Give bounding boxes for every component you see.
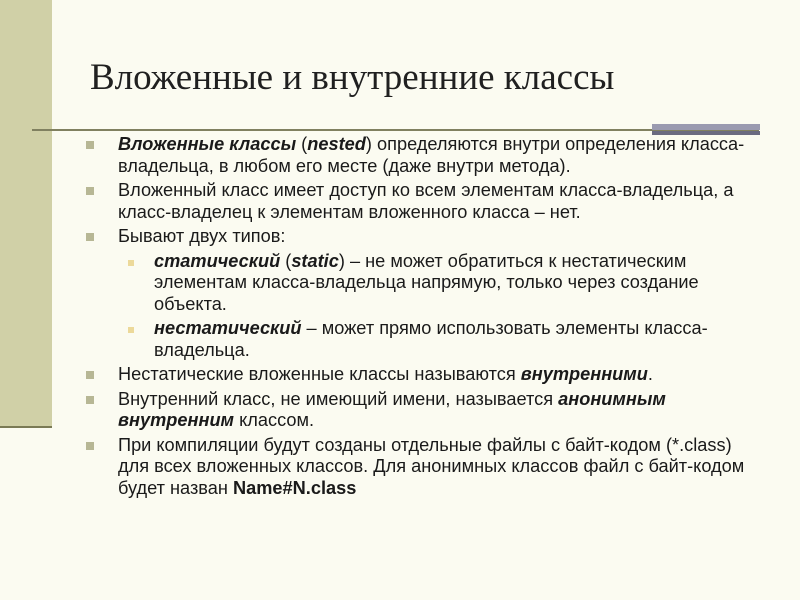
bullet-item-inner-classes: [86, 364, 766, 386]
term-static-ru: статический: [154, 250, 281, 271]
square-bullet-icon: [86, 442, 94, 450]
text-fragment: ) определяются внутри определения класса-владельца, в любом его месте (даже внутри метода).: [118, 134, 745, 176]
bullet-item-anonymous: [86, 389, 766, 432]
left-bar-underline: [0, 426, 52, 428]
square-bullet-icon: [86, 233, 94, 241]
text-fragment: .: [647, 364, 653, 384]
slide-title: Вложенные и внутренние классы: [90, 57, 615, 98]
title-divider: [32, 129, 759, 131]
term-static: static: [291, 250, 339, 271]
term-inner: внутренними: [520, 364, 648, 384]
bullet-item-two-types: [86, 226, 766, 248]
bullet-item-access: [86, 180, 766, 223]
term-nested-classes: Вложенные классы: [118, 134, 297, 154]
square-bullet-icon: [86, 141, 94, 149]
text-fragment: классом.: [234, 410, 315, 430]
slide-content: [86, 134, 766, 502]
bullet-item-nested-classes: [86, 134, 766, 177]
small-square-bullet-icon: [128, 327, 134, 333]
term-anonymous-inner: анонимным внутренним: [118, 388, 666, 430]
text-fragment: Нестатические вложенные классы называются: [118, 364, 521, 384]
text-fragment: При компиляции будут созданы отдельные файлы с байт-кодом (*.class) для всех вложенных классов. Для анонимных классов файл с байт-кодом будет назван: [118, 434, 745, 498]
term-nested: nested: [307, 134, 366, 154]
term-file-name: Name#N.class: [232, 477, 357, 498]
sub-item-nonstatic: [86, 318, 766, 361]
bullet-text: Бывают двух типов:: [118, 226, 286, 246]
divider-accent-top: [652, 124, 760, 130]
text-fragment: – может прямо использовать элементы класса-владельца.: [154, 318, 708, 360]
square-bullet-icon: [86, 371, 94, 379]
bullet-text: Вложенный класс имеет доступ ко всем элементам класса-владельца, а класс-владелец к элементам вложенного класса – нет.: [118, 180, 734, 222]
sub-item-static: [86, 251, 766, 316]
text-fragment: Внутренний класс, не имеющий имени, называется: [118, 388, 559, 409]
left-accent-bar: [0, 0, 52, 428]
square-bullet-icon: [86, 396, 94, 404]
text-fragment: (: [280, 250, 292, 271]
square-bullet-icon: [86, 187, 94, 195]
text-fragment: (: [296, 134, 308, 154]
term-nonstatic-ru: нестатический: [154, 318, 302, 338]
bullet-item-compilation: [86, 435, 766, 500]
text-fragment: ) – не может обратиться к нестатическим элементам класса-владельца напрямую, только через создание объекта.: [154, 250, 699, 314]
small-square-bullet-icon: [128, 260, 134, 266]
